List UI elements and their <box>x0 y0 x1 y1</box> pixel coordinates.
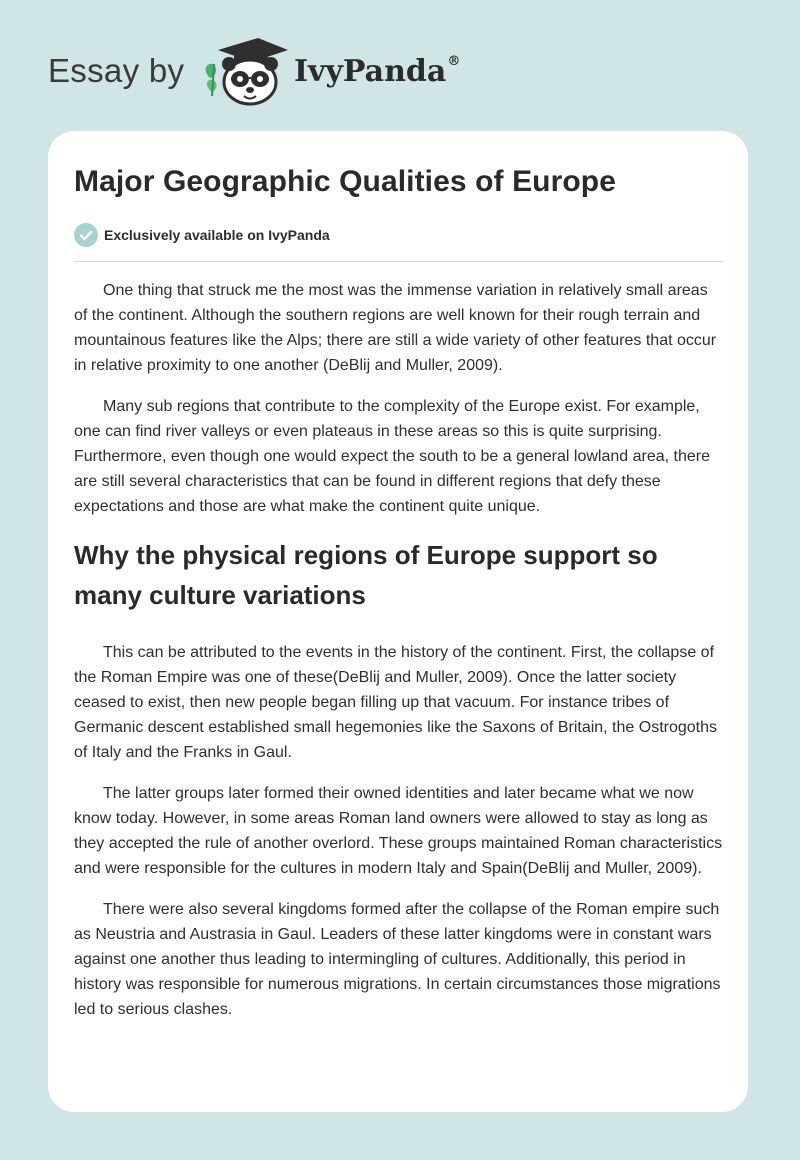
paragraph: This can be attributed to the events in the history of the continent. First, the collapse of the Roman Empire was one of these(DeBlij and Muller, 2009). Once the latter society ceased to exist, then new people began filling up that vacuum. For instance tribes of Germanic descent established small hegemonies like the Saxons of Britain, the Ostrogoths of Italy and the Franks in Gaul. <box>74 644 717 761</box>
essay-by-label: Essay by <box>48 52 185 89</box>
section-heading: Why the physical regions of Europe support so many culture variations <box>74 540 658 610</box>
paragraph: The latter groups later formed their owned identities and later became what we now know today. However, in some areas Roman land owners were allowed to stay as long as they accepted the rule of another overlord. These groups maintained Roman characteristics and were responsible for the cultures in modern Italy and Spain(DeBlij and Muller, 2009). <box>74 785 723 877</box>
paragraph: There were also several kingdoms formed after the collapse of the Roman empire such as Neustria and Austrasia in Gaul. Leaders of these latter kingdoms were in constant wars against one another thus leading to intermingling of cultures. Additionally, this period in history was responsible for numerous migrations. In certain circumstances those migrations led to serious clashes. <box>74 901 721 1018</box>
check-circle-icon <box>74 223 98 247</box>
registered-mark: ® <box>447 54 461 69</box>
paragraph: One thing that struck me the most was the immense variation in relatively small areas of the continent. Although the southern regions are well known for their rough terrain and mountainous features like the Alps; there are still a wide variety of other features that occur in relative proximity to one another (DeBlij and Muller, 2009). <box>74 282 717 374</box>
title-divider <box>74 261 723 262</box>
brand-name[interactable] <box>294 54 460 89</box>
exclusive-badge <box>74 222 330 248</box>
panda-logo-icon[interactable] <box>200 34 290 108</box>
page-title: Major Geographic Qualities of Europe <box>74 165 617 198</box>
exclusive-badge-label: Exclusively available on IvyPanda <box>104 227 330 243</box>
essay-card <box>48 131 748 1112</box>
site-header <box>48 30 508 110</box>
paragraph: Many sub regions that contribute to the complexity of the Europe exist. For example, one can find river valleys or even plateaus in these areas so this is quite surprising. Furthermore, even though one would expect the south to be a general lowland area, there are still several characteristics that can be found in different regions that defy these expectations and those are what make the continent quite unique. <box>74 398 710 515</box>
brand-text: IvyPanda <box>294 54 447 89</box>
essay-body <box>74 278 724 1038</box>
